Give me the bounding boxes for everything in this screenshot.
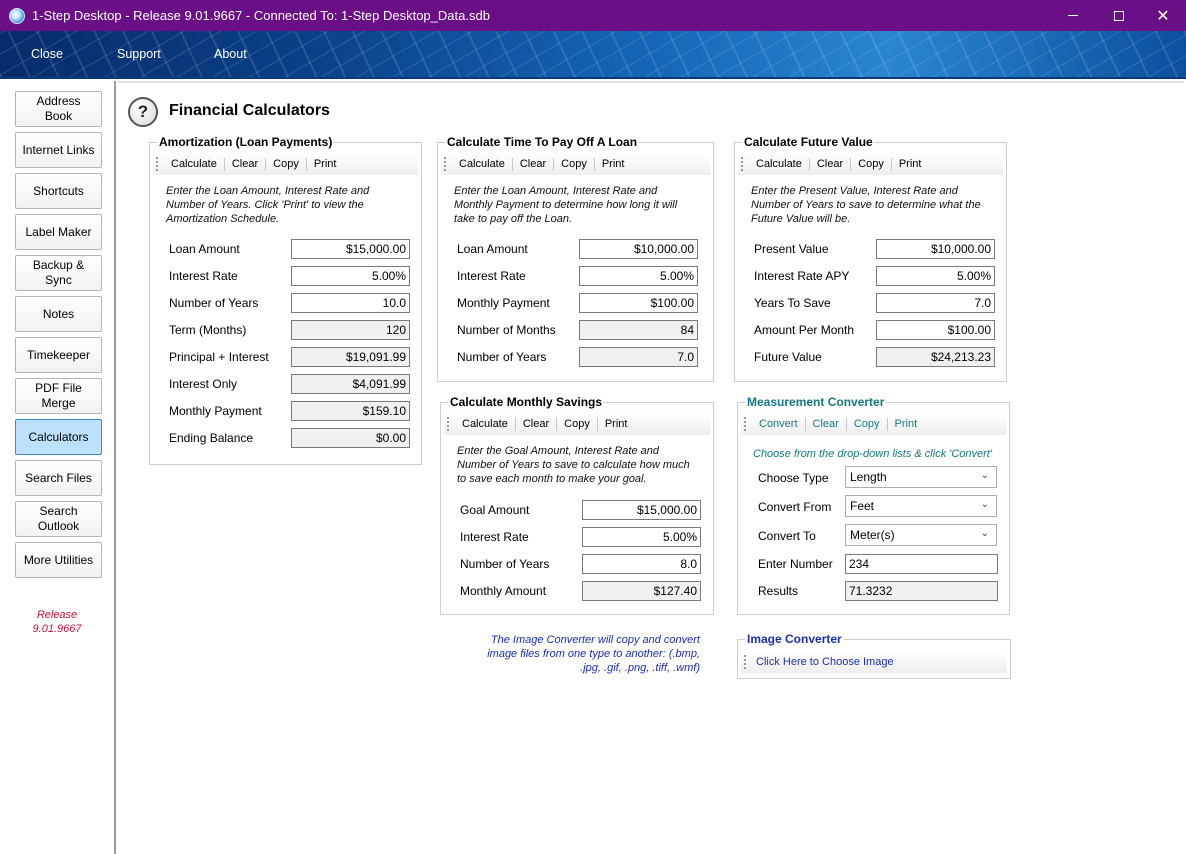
measurement-clear-button[interactable]: Clear [806, 418, 847, 431]
amortization-interest-only-output: $4,091.99 [291, 374, 410, 394]
maximize-button[interactable] [1096, 0, 1142, 31]
choose-type-value: Length [850, 470, 887, 484]
chevron-down-icon: ⌄ [980, 499, 989, 510]
amortization-row [150, 293, 421, 313]
measurement-print-button[interactable]: Print [894, 417, 918, 430]
savings-row [441, 500, 713, 520]
payoff-print-button[interactable]: Print [601, 157, 625, 170]
future-value-print-button[interactable]: Print [898, 157, 922, 170]
amortization-calculate-button[interactable]: Calculate [164, 158, 225, 171]
choose-type-label: Choose Type [758, 471, 829, 485]
savings-monthly-amount-output: $127.40 [582, 581, 701, 601]
savings-goal-amount-input[interactable]: $15,000.00 [582, 500, 701, 520]
amortization-label: Principal + Interest [169, 350, 269, 364]
toolbar-grip-icon [744, 417, 746, 431]
future-value-row [735, 347, 1006, 367]
savings-label: Interest Rate [460, 530, 529, 544]
future-value-label: Interest Rate APY [754, 269, 850, 283]
sidebar-item-internet-links[interactable]: Internet Links [15, 132, 102, 168]
future-value-amount-per-month-input[interactable]: $100.00 [876, 320, 995, 340]
menu-banner [0, 31, 1186, 79]
future-value-toolbar [738, 153, 1003, 175]
future-value-row [735, 293, 1006, 313]
choose-type-select[interactable] [845, 466, 997, 488]
future-value-label: Future Value [754, 350, 822, 364]
amortization-principal-interest-output: $19,091.99 [291, 347, 410, 367]
measurement-convert-button[interactable]: Convert [752, 418, 806, 431]
savings-panel [440, 395, 714, 615]
payoff-panel [437, 135, 714, 382]
payoff-years-output: 7.0 [579, 347, 698, 367]
measurement-row [738, 554, 1009, 574]
savings-calculate-button[interactable]: Calculate [455, 418, 516, 431]
measurement-row [738, 581, 1009, 601]
measurement-toolbar [741, 413, 1006, 435]
measurement-title: Measurement Converter [747, 395, 885, 409]
amortization-copy-button[interactable]: Copy [266, 158, 307, 171]
convert-to-value: Meter(s) [850, 528, 895, 542]
payoff-loan-amount-input[interactable]: $10,000.00 [579, 239, 698, 259]
savings-years-input[interactable]: 8.0 [582, 554, 701, 574]
payoff-label: Loan Amount [457, 242, 528, 256]
convert-from-value: Feet [850, 499, 875, 513]
convert-from-select[interactable] [845, 495, 997, 517]
amortization-label: Interest Rate [169, 269, 238, 283]
future-value-row [735, 239, 1006, 259]
future-value-output: $24,213.23 [876, 347, 995, 367]
sidebar-item-timekeeper[interactable]: Timekeeper [15, 337, 102, 373]
amortization-row [150, 374, 421, 394]
sidebar-item-calculators[interactable]: Calculators [15, 419, 102, 455]
menu-close[interactable]: Close [31, 47, 63, 61]
amortization-label: Term (Months) [169, 323, 247, 337]
title-bar [0, 0, 1186, 31]
future-value-clear-button[interactable]: Clear [810, 158, 851, 171]
payoff-interest-rate-input[interactable]: 5.00% [579, 266, 698, 286]
convert-to-select[interactable] [845, 524, 997, 546]
future-value-calculate-button[interactable]: Calculate [749, 158, 810, 171]
payoff-label: Number of Years [457, 350, 547, 364]
amortization-term-output: 120 [291, 320, 410, 340]
release-label: Release 9.01.9667 [32, 609, 82, 635]
future-value-label: Years To Save [754, 296, 831, 310]
savings-toolbar [444, 413, 710, 435]
amortization-description: Enter the Loan Amount, Interest Rate and Number of Years. Click 'Print' to view the Amortization Schedule. [166, 185, 370, 225]
image-converter-title: Image Converter [747, 632, 842, 646]
payoff-months-output: 84 [579, 320, 698, 340]
amortization-label: Number of Years [169, 296, 259, 310]
savings-row [441, 554, 713, 574]
chevron-down-icon: ⌄ [980, 528, 989, 539]
savings-interest-rate-input[interactable]: 5.00% [582, 527, 701, 547]
sidebar-item-label-maker[interactable]: Label Maker [15, 214, 102, 250]
window-title: 1-Step Desktop - Release 9.01.9667 - Connected To: 1-Step Desktop_Data.sdb [32, 8, 490, 23]
measurement-panel [737, 395, 1010, 615]
future-value-panel [734, 135, 1007, 382]
amortization-row [150, 266, 421, 286]
amortization-row [150, 239, 421, 259]
future-value-interest-rate-input[interactable]: 5.00% [876, 266, 995, 286]
minimize-icon [1068, 15, 1078, 16]
results-label: Results [758, 584, 799, 598]
savings-row [441, 527, 713, 547]
payoff-description: Enter the Loan Amount, Interest Rate and Monthly Payment to determine how long it will take to pay off the Loan. [454, 185, 678, 225]
image-converter-toolbar [741, 651, 1007, 673]
sidebar-item-pdf-file-merge[interactable]: PDF File Merge [15, 378, 102, 414]
convert-from-label: Convert From [758, 500, 832, 514]
future-value-label: Present Value [754, 242, 829, 256]
choose-image-link[interactable]: Click Here to Choose Image [756, 655, 894, 668]
amortization-clear-button[interactable]: Clear [225, 158, 266, 171]
payoff-copy-button[interactable]: Copy [554, 158, 595, 171]
payoff-clear-button[interactable]: Clear [513, 158, 554, 171]
image-converter-note: The Image Converter will copy and convert image files from one type to another: (.bmp, .jpg, .gif, .png, .tiff, .wmf) [487, 634, 700, 674]
amortization-years-input[interactable]: 10.0 [291, 293, 410, 313]
amortization-interest-rate-input[interactable]: 5.00% [291, 266, 410, 286]
payoff-row [438, 266, 713, 286]
savings-clear-button[interactable]: Clear [516, 418, 557, 431]
future-value-title: Calculate Future Value [744, 135, 873, 149]
amortization-label: Interest Only [169, 377, 238, 391]
amortization-toolbar [153, 153, 418, 175]
toolbar-grip-icon [741, 157, 743, 171]
future-value-years-input[interactable]: 7.0 [876, 293, 995, 313]
sidebar-item-more-utilities[interactable]: More Utilities [15, 542, 102, 578]
results-output: 71.3232 [845, 581, 998, 601]
payoff-monthly-payment-input[interactable]: $100.00 [579, 293, 698, 313]
amortization-ending-balance-output: $0.00 [291, 428, 410, 448]
menu-about[interactable]: About [214, 47, 247, 61]
payoff-label: Monthly Payment [457, 296, 550, 310]
enter-number-input[interactable]: 234 [845, 554, 998, 574]
sidebar-item-shortcuts[interactable]: Shortcuts [15, 173, 102, 209]
amortization-row [150, 320, 421, 340]
measurement-row [738, 495, 1009, 515]
savings-label: Goal Amount [460, 503, 530, 517]
payoff-label: Number of Months [457, 323, 556, 337]
toolbar-grip-icon [447, 417, 449, 431]
payoff-row [438, 347, 713, 367]
chevron-down-icon: ⌄ [980, 470, 989, 481]
amortization-panel [149, 135, 422, 465]
amortization-loan-amount-input[interactable]: $15,000.00 [291, 239, 410, 259]
savings-label: Monthly Amount [460, 584, 547, 598]
page-title: Financial Calculators [169, 102, 330, 119]
future-value-label: Amount Per Month [754, 323, 855, 337]
sidebar [0, 81, 116, 854]
toolbar-grip-icon [444, 157, 446, 171]
image-converter-panel [737, 632, 1011, 679]
payoff-label: Interest Rate [457, 269, 526, 283]
measurement-copy-button[interactable]: Copy [847, 418, 888, 431]
payoff-row [438, 320, 713, 340]
future-value-description: Enter the Present Value, Interest Rate and Number of Years to save to determine what the Future Value will be. [751, 185, 981, 225]
sidebar-item-search-files[interactable]: Search Files [15, 460, 102, 496]
sidebar-item-notes[interactable]: Notes [15, 296, 102, 332]
payoff-row [438, 239, 713, 259]
menu-support[interactable]: Support [117, 47, 161, 61]
measurement-row [738, 466, 1009, 486]
payoff-calculate-button[interactable]: Calculate [452, 158, 513, 171]
amortization-row [150, 428, 421, 448]
toolbar-grip-icon [744, 655, 746, 669]
amortization-label: Monthly Payment [169, 404, 262, 418]
future-value-present-value-input[interactable]: $10,000.00 [876, 239, 995, 259]
enter-number-label: Enter Number [758, 557, 833, 571]
amortization-monthly-payment-output: $159.10 [291, 401, 410, 421]
amortization-print-button[interactable]: Print [313, 157, 337, 170]
amortization-label: Loan Amount [169, 242, 240, 256]
sidebar-item-address-book[interactable]: Address Book [15, 91, 102, 127]
maximize-icon [1114, 11, 1124, 21]
sidebar-item-search-outlook[interactable]: Search Outlook [15, 501, 102, 537]
savings-print-button[interactable]: Print [604, 417, 628, 430]
amortization-title: Amortization (Loan Payments) [159, 135, 333, 149]
savings-title: Calculate Monthly Savings [450, 395, 603, 409]
amortization-row [150, 401, 421, 421]
savings-description: Enter the Goal Amount, Interest Rate and Number of Years to save to calculate how much to save each month to make your goal. [457, 445, 690, 485]
payoff-toolbar [441, 153, 710, 175]
payoff-title: Calculate Time To Pay Off A Loan [447, 135, 638, 149]
future-value-row [735, 320, 1006, 340]
future-value-copy-button[interactable]: Copy [851, 158, 892, 171]
sidebar-item-backup-sync[interactable]: Backup & Sync [15, 255, 102, 291]
close-window-button[interactable] [1140, 0, 1186, 31]
close-icon: ✕ [1156, 7, 1170, 25]
toolbar-grip-icon [156, 157, 158, 171]
savings-copy-button[interactable]: Copy [557, 418, 598, 431]
measurement-row [738, 524, 1009, 544]
measurement-description: Choose from the drop-down lists & click 'Convert' [753, 448, 992, 460]
amortization-row [150, 347, 421, 367]
payoff-row [438, 293, 713, 313]
minimize-button[interactable] [1050, 0, 1096, 31]
main-content [118, 81, 1184, 854]
app-icon [9, 8, 25, 24]
savings-row [441, 581, 713, 601]
future-value-row [735, 266, 1006, 286]
amortization-label: Ending Balance [169, 431, 254, 445]
savings-label: Number of Years [460, 557, 550, 571]
help-icon[interactable]: ? [128, 97, 158, 127]
convert-to-label: Convert To [758, 529, 816, 543]
